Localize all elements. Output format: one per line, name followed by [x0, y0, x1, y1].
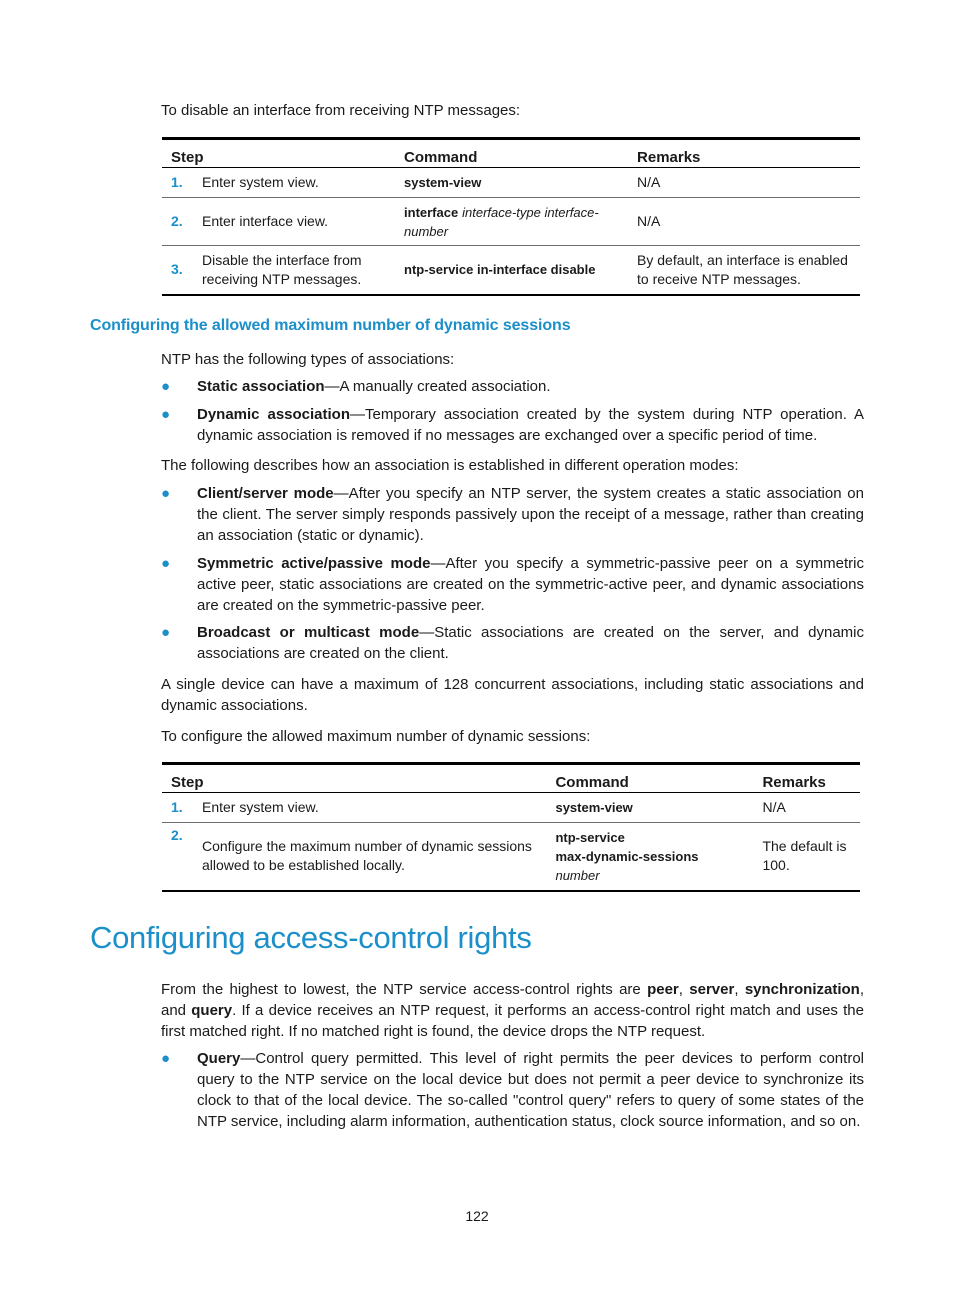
table-max-dynamic-sessions: [162, 762, 860, 892]
bullet-icon: ●: [161, 555, 171, 572]
step-text: Configure the maximum number of dynamic sessions allowed to be established locally.: [193, 823, 546, 891]
step-number: 3.: [162, 246, 193, 295]
command-cell: [546, 823, 753, 891]
bullet-icon: ●: [161, 485, 171, 502]
description: —A manually created association.: [324, 378, 551, 395]
remarks-cell: The default is 100.: [753, 823, 860, 891]
term: Dynamic association: [197, 406, 351, 423]
command: system-view: [404, 175, 482, 190]
remarks-cell: N/A: [628, 168, 860, 198]
list-item: [161, 622, 864, 664]
assoc-intro: NTP has the following types of associations:: [161, 351, 455, 368]
command-cell: [395, 198, 628, 246]
command: ntp-service: [555, 829, 625, 845]
command-continuation: max-dynamic-sessions: [555, 848, 699, 864]
table2-header-command: Command: [546, 764, 753, 793]
term: Query: [197, 1050, 241, 1067]
description: —After you specify an NTP server, the system creates a static association on the client. The server simply responds passively upon the receipt of a message, rather than creating an association (static or dynamic).: [197, 485, 864, 544]
table1-header-command: Command: [395, 139, 628, 168]
term: Symmetric active/passive mode: [197, 555, 431, 572]
description: —Control query permitted. This level of right permits the peer devices to perform control query to the NTP service on the local device but does not permit a peer device to synchronize its clock to that of the local device. The so-called "control query" refers to query of some states of the NTP service, including alarm information, authentication status, clock source information, and so on.: [197, 1050, 864, 1130]
description: —After you specify a symmetric-passive peer on a symmetric active peer, static associations are created on the symmetric-active peer, and dynamic associations are created on the symmetric-passive peer.: [197, 555, 864, 614]
list-item: [161, 1048, 864, 1132]
step-number: 2.: [162, 198, 193, 246]
term: Static association: [197, 378, 325, 395]
description: —Static associations are created on the server, and dynamic associations are created on the client.: [197, 624, 865, 662]
bullet-icon: ●: [161, 624, 171, 641]
remarks-cell: By default, an interface is enabled to receive NTP messages.: [628, 246, 860, 295]
section-heading: Configuring the allowed maximum number of dynamic sessions: [90, 317, 571, 334]
command-argument: interface-type interface-number: [404, 204, 599, 239]
step-text: Enter system view.: [193, 793, 546, 823]
table-row: [162, 793, 860, 823]
command-argument: number: [555, 867, 600, 883]
command: system-view: [555, 800, 633, 815]
table1-header-remarks: Remarks: [628, 139, 860, 168]
bullet-icon: ●: [161, 406, 171, 423]
list-item: [161, 483, 864, 546]
intro-text-1: To disable an interface from receiving NTP messages:: [161, 102, 521, 119]
table-row: [162, 168, 860, 198]
intro-text-2: To configure the allowed maximum number of dynamic sessions:: [161, 728, 591, 745]
step-text: Enter interface view.: [193, 198, 395, 246]
step-number: 1.: [162, 793, 193, 823]
command-cell: [395, 246, 628, 295]
page-number: 122: [465, 1208, 489, 1224]
description: —Temporary association created by the system during NTP operation. A dynamic association is removed if no messages are exchanged over a specific period of time.: [197, 406, 864, 444]
term: Broadcast or multicast mode: [197, 624, 420, 641]
step-number: 1.: [162, 168, 193, 198]
command-cell: [546, 793, 753, 823]
step-number: 2.: [162, 823, 193, 891]
step-text: Disable the interface from receiving NTP messages.: [193, 246, 395, 295]
list-item: [161, 376, 864, 397]
main-heading: Configuring access-control rights: [90, 920, 532, 955]
table-row: [162, 823, 860, 891]
table-row: [162, 198, 860, 246]
remarks-cell: N/A: [753, 793, 860, 823]
bullet-icon: ●: [161, 378, 171, 395]
command-cell: [395, 168, 628, 198]
max-associations-text: A single device can have a maximum of 128 concurrent associations, including static associations and dynamic associations.: [161, 676, 864, 714]
modes-intro: The following describes how an association is established in different operation modes:: [161, 457, 739, 474]
access-control-text: From the highest to lowest, the NTP service access-control rights are peer, server, synchronization, and query. If a device receives an NTP request, it performs an access-control right match and uses the first matched right. If no matched right is found, the device drops the NTP request.: [161, 981, 864, 1040]
table-disable-interface: [162, 137, 860, 296]
table2-header-step: Step: [162, 764, 546, 793]
command: interface: [404, 204, 459, 220]
table1-header-step: Step: [162, 139, 395, 168]
list-item: [161, 404, 864, 446]
command: ntp-service in-interface disable: [404, 262, 596, 278]
list-item: [161, 553, 864, 616]
term: Client/server mode: [197, 485, 334, 502]
bullet-icon: ●: [161, 1050, 171, 1067]
remarks-cell: N/A: [628, 198, 860, 246]
step-text: Enter system view.: [193, 168, 395, 198]
table-row: [162, 246, 860, 295]
table2-header-remarks: Remarks: [753, 764, 860, 793]
